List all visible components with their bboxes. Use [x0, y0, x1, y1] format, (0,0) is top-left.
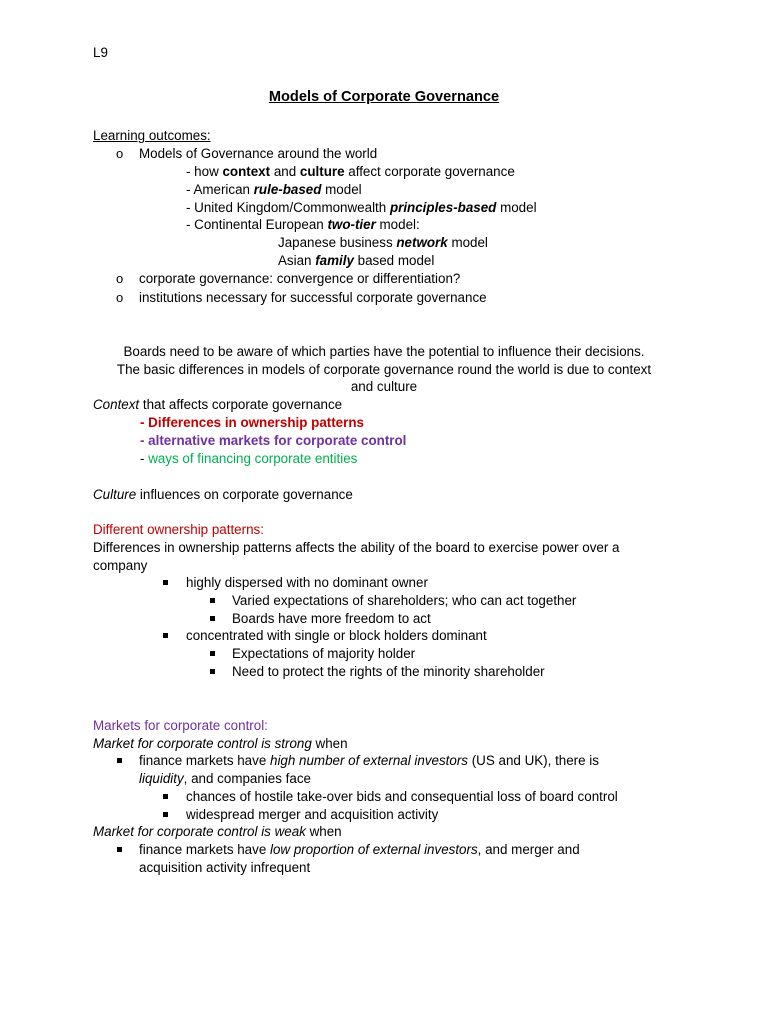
outcome-subitem — [278, 252, 434, 270]
outcome-item: corporate governance: convergence or differentiation? — [139, 271, 461, 286]
markets-bullet-continued — [139, 770, 311, 788]
text-run: - Continental European — [186, 217, 328, 232]
text-run: and — [270, 164, 300, 179]
text-run: (US and UK), there is — [468, 753, 599, 768]
text-run: model — [496, 200, 537, 215]
italic-term: Market for corporate control is weak — [93, 824, 306, 839]
bold-italic-term: two-tier — [327, 217, 376, 232]
text-run: affect corporate governance — [344, 164, 515, 179]
square-bullet-icon — [163, 633, 168, 638]
ownership-heading: Different ownership patterns: — [93, 522, 264, 537]
markets-bullet — [139, 841, 580, 859]
outcome-item: Models of Governance around the world — [139, 146, 378, 161]
italic-term: low proportion of external investors — [270, 842, 478, 857]
text-run: finance markets have — [139, 842, 270, 857]
text-run: when — [311, 736, 348, 751]
markets-bullet-continued: acquisition activity infrequent — [139, 860, 311, 875]
bold-term: context — [222, 164, 271, 179]
text-run: influences on corporate governance — [136, 487, 353, 502]
text-run: - — [140, 451, 149, 466]
text-run: model — [321, 182, 362, 197]
outcome-subitem — [186, 216, 420, 234]
culture-lead — [93, 486, 353, 504]
italic-term: high number of external investors — [270, 753, 468, 768]
square-bullet-icon — [163, 794, 168, 799]
ownership-bullet: highly dispersed with no dominant owner — [186, 575, 428, 590]
bold-italic-term: network — [396, 235, 448, 250]
circle-bullet-icon: o — [116, 290, 124, 305]
markets-weak-lead — [93, 823, 342, 841]
intro-line: Boards need to be aware of which parties have the potential to influence their decisions. — [123, 344, 645, 359]
text-run: - how — [186, 164, 223, 179]
italic-term: Market for corporate control is strong — [93, 736, 312, 751]
context-lead — [93, 396, 342, 414]
square-bullet-icon — [117, 758, 122, 763]
square-bullet-icon — [163, 812, 168, 817]
text-run: finance markets have — [139, 753, 270, 768]
square-bullet-icon — [117, 847, 122, 852]
outcome-subitem — [186, 163, 515, 181]
outcome-subitem — [278, 234, 488, 252]
text-run: - United Kingdom/Commonwealth — [186, 200, 390, 215]
text-run: Japanese business — [278, 235, 397, 250]
ownership-bullet: concentrated with single or block holders dominant — [186, 628, 487, 643]
bold-italic-term: rule-based — [253, 182, 322, 197]
context-item-markets: - alternative markets for corporate control — [140, 433, 407, 448]
text-run: , and companies face — [183, 771, 311, 786]
green-text: ways of financing corporate entities — [148, 451, 358, 466]
ownership-subbullet: Varied expectations of shareholders; who can act together — [232, 593, 577, 608]
bold-italic-term: family — [315, 253, 354, 268]
circle-bullet-icon: o — [116, 146, 124, 161]
markets-strong-lead — [93, 735, 348, 753]
square-bullet-icon — [210, 598, 215, 603]
square-bullet-icon — [210, 669, 215, 674]
bold-term: culture — [299, 164, 345, 179]
italic-term: liquidity — [139, 771, 184, 786]
circle-bullet-icon: o — [116, 271, 124, 286]
italic-term: Context — [93, 397, 140, 412]
outcome-subitem — [186, 199, 537, 217]
outcome-subitem — [186, 181, 362, 199]
markets-bullet — [139, 752, 599, 770]
page-label: L9 — [93, 45, 108, 60]
italic-term: Culture — [93, 487, 137, 502]
text-run: that affects corporate governance — [139, 397, 343, 412]
learning-outcomes-heading: Learning outcomes: — [93, 128, 211, 143]
text-run: , and merger and — [477, 842, 580, 857]
outcome-item: institutions necessary for successful corporate governance — [139, 290, 487, 305]
markets-subbullet: widespread merger and acquisition activity — [186, 807, 439, 822]
ownership-subbullet: Need to protect the rights of the minority shareholder — [232, 664, 545, 679]
markets-subbullet: chances of hostile take-over bids and consequential loss of board control — [186, 789, 618, 804]
ownership-subbullet: Boards have more freedom to act — [232, 611, 431, 626]
square-bullet-icon — [210, 616, 215, 621]
text-run: model — [447, 235, 488, 250]
square-bullet-icon — [163, 580, 168, 585]
markets-heading: Markets for corporate control: — [93, 718, 268, 733]
ownership-text: company — [93, 558, 148, 573]
context-item-ownership: - Differences in ownership patterns — [140, 415, 364, 430]
text-run: - American — [186, 182, 254, 197]
square-bullet-icon — [210, 651, 215, 656]
text-run: when — [305, 824, 342, 839]
text-run: based model — [353, 253, 435, 268]
ownership-text: Differences in ownership patterns affects the ability of the board to exercise power over a — [93, 540, 620, 555]
document-title: Models of Corporate Governance — [268, 89, 500, 105]
text-run: Asian — [278, 253, 316, 268]
ownership-subbullet: Expectations of majority holder — [232, 646, 416, 661]
intro-line: The basic differences in models of corporate governance round the world is due to context — [116, 362, 652, 377]
bold-italic-term: principles-based — [389, 200, 497, 215]
context-item-financing — [140, 450, 357, 468]
text-run: model: — [375, 217, 420, 232]
intro-line: and culture — [350, 379, 418, 394]
